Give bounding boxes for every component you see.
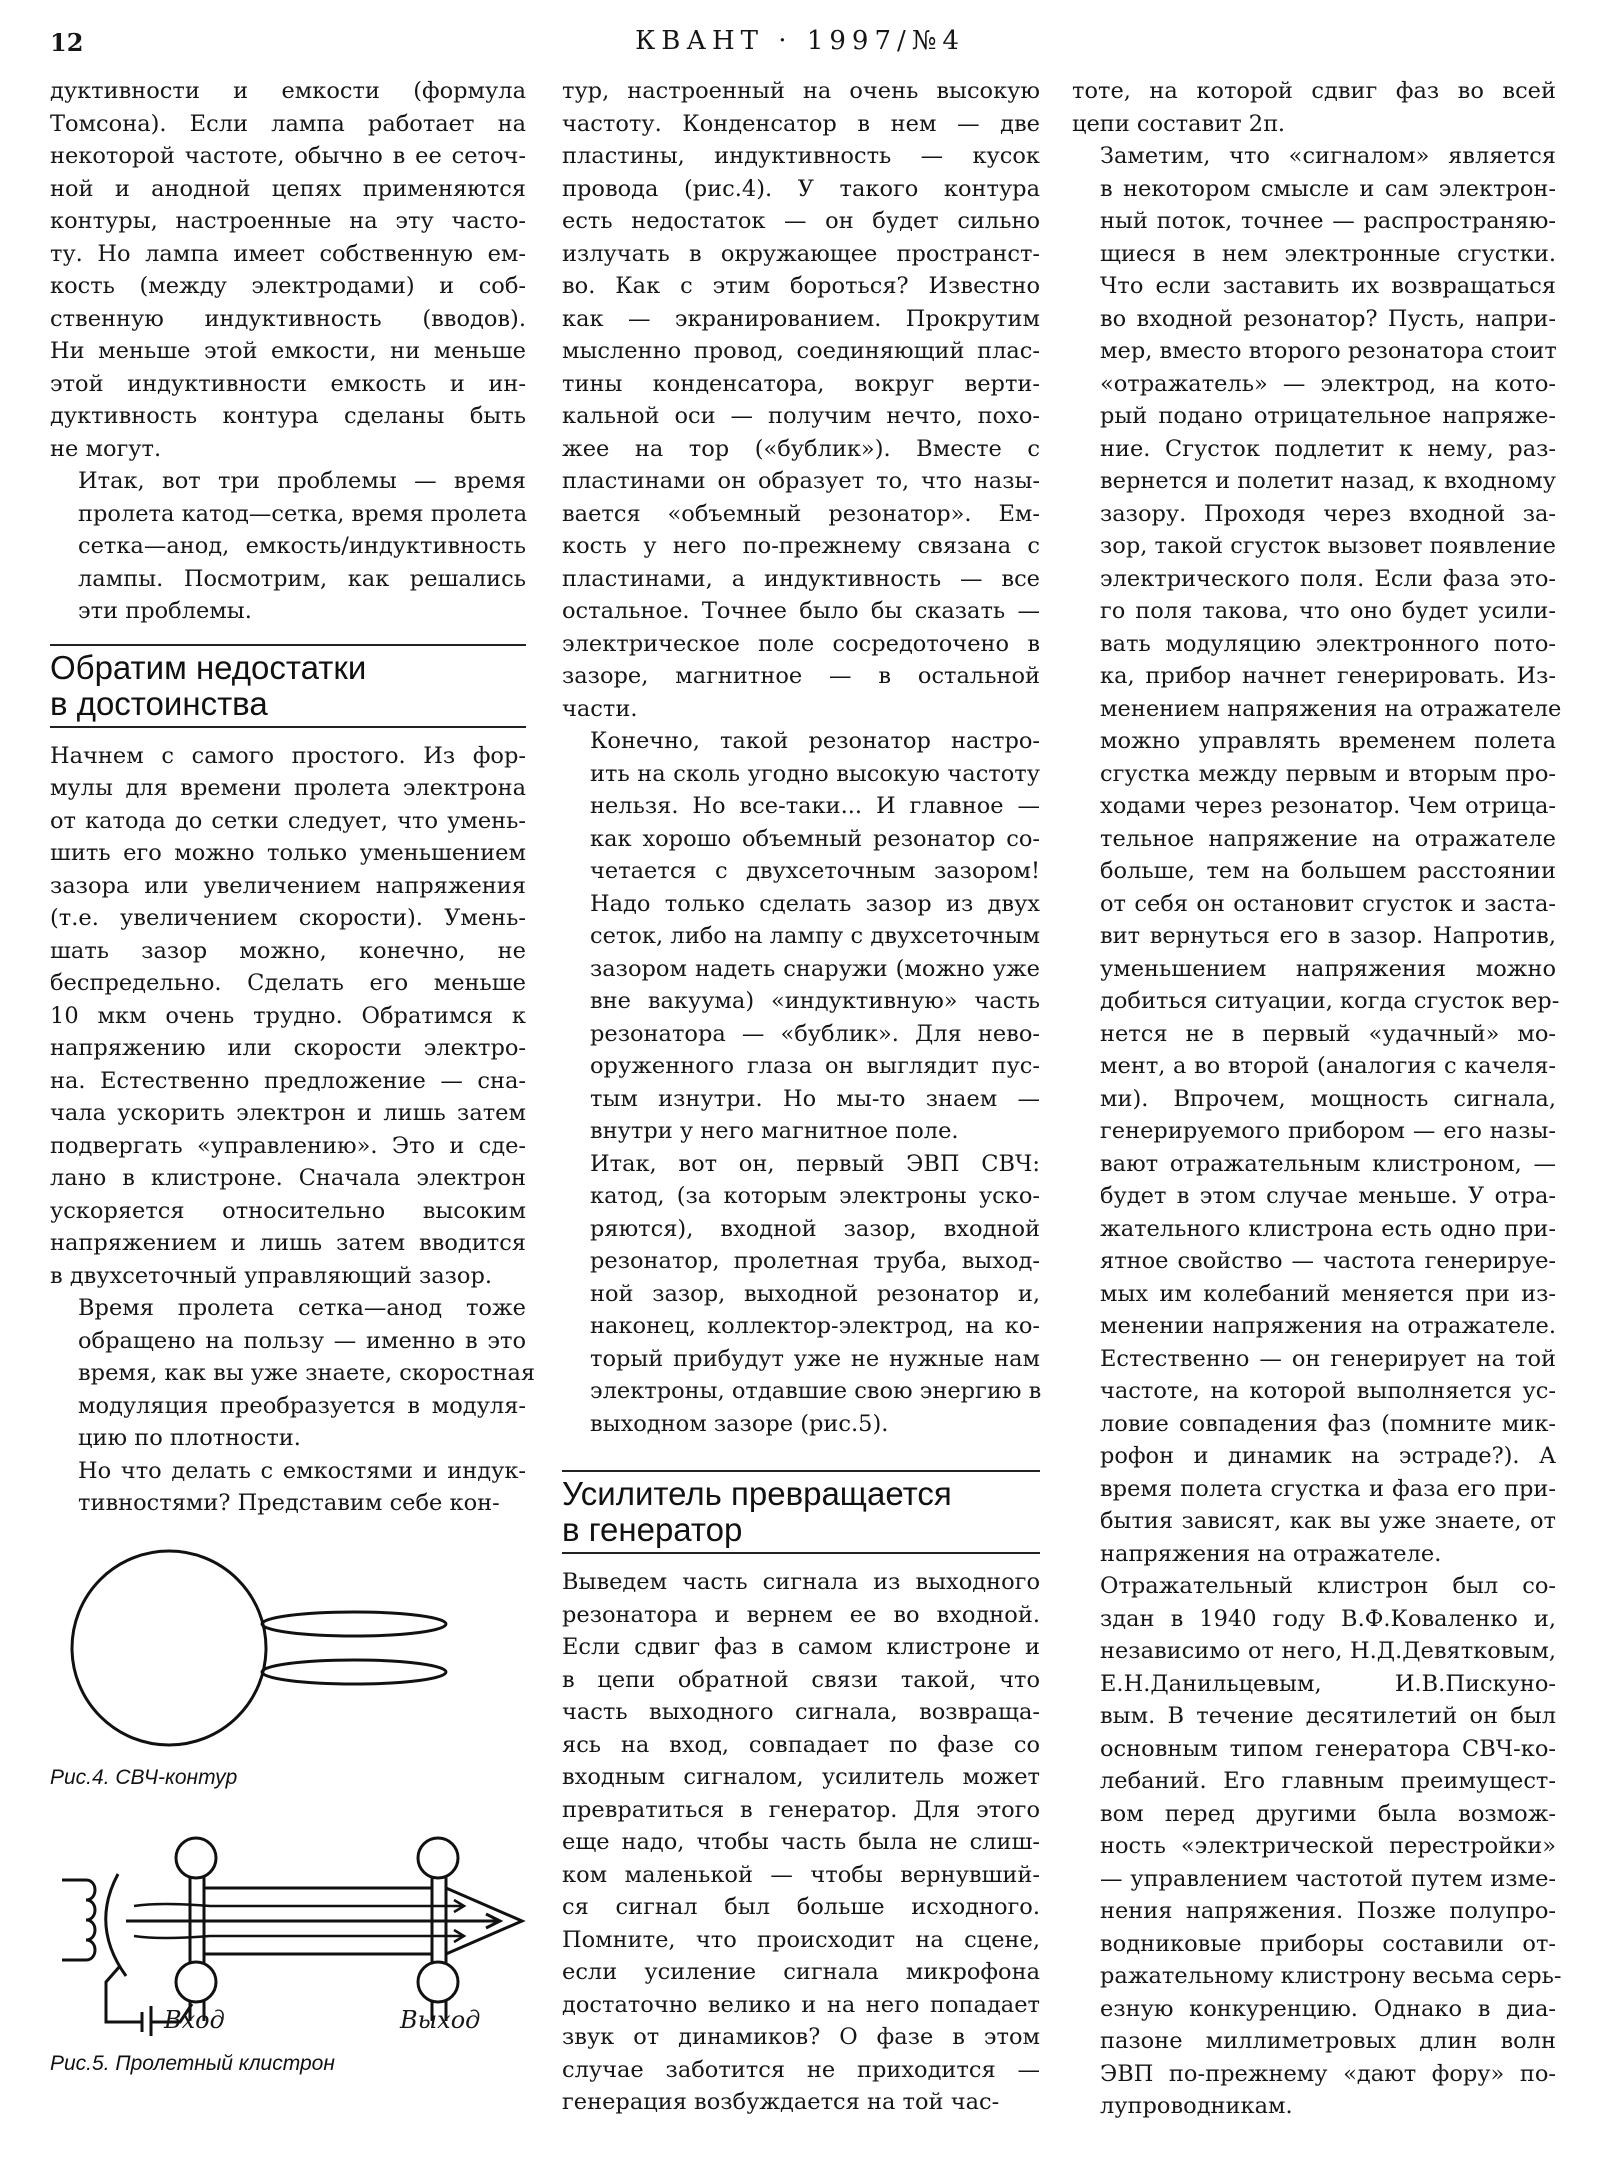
text-line: ной и анодной цепях применяются <box>50 175 526 202</box>
text-line: бытия зависят, как вы уже знаете, от <box>1100 1508 1556 1534</box>
input-label: Вход <box>164 2005 225 2034</box>
text-line: частоту. Конденсатор в нем — две <box>562 110 1040 137</box>
text-line: ный поток, точнее — распространяю- <box>1100 208 1556 234</box>
text-line: вают отражательным клистроном, — <box>1100 1150 1556 1177</box>
text-line: части. <box>562 695 638 722</box>
text-line: электрического поля. Если фаза это- <box>1100 565 1556 592</box>
section-heading <box>562 1470 1040 1554</box>
section-title <box>50 650 526 722</box>
text-line: Томсона). Если лампа работает на <box>50 110 526 137</box>
text-line: Но что делать с емкостями и индук- <box>78 1457 526 1484</box>
text-line: ить на сколь угодно высокую частоту <box>590 760 1040 787</box>
text-line: жее на тор («бублик»). Вместе с <box>562 435 1040 462</box>
text-line: торый прибудут уже не нужные нам <box>590 1345 1040 1372</box>
text-line: пластинами, а индуктивность — все <box>562 565 1040 592</box>
figure-5-caption: Рис.5. Пролетный клистрон <box>50 2051 335 2075</box>
text-line: Заметим, что «сигналом» является <box>1100 143 1556 169</box>
text-line: некоторой частоте, обычно в ее сеточ- <box>50 143 526 169</box>
text-line: зазором надеть снаружи (можно уже <box>590 955 1040 982</box>
text-line: в цепи обратной связи такой, что <box>562 1666 1040 1693</box>
section-title <box>562 1476 1040 1548</box>
text-line: ми). Впрочем, мощность сигнала, <box>1100 1085 1556 1112</box>
text-line: тым изнутри. Но мы-то знаем — <box>590 1085 1040 1112</box>
text-line: Отражательный клистрон был со- <box>1100 1573 1556 1599</box>
text-line: мер, вместо второго резонатора стоит <box>1100 338 1557 364</box>
text-line: во входной резонатор? Пусть, напри- <box>1100 305 1556 332</box>
text-line: в некотором смысле и сам электрон- <box>1100 175 1556 202</box>
paragraph <box>50 1455 526 1520</box>
text-line: беспредельно. Сделать его меньше <box>50 970 526 996</box>
text-line: частоте, на которой выполняется ус- <box>1100 1378 1556 1404</box>
text-line: тоте, на которой сдвиг фаз во всей <box>1072 78 1556 104</box>
text-line: жательного клистрона есть одно при- <box>1100 1215 1556 1242</box>
text-line: цию по плотности. <box>78 1425 301 1451</box>
page-number: 12 <box>50 28 84 57</box>
text-line: Помните, что происходит на сцене, <box>562 1926 1040 1953</box>
text-line: Итак, вот три проблемы — время <box>78 468 526 494</box>
text-line: ком маленькой — чтобы вернувший- <box>562 1861 1040 1888</box>
text-line: во. Как с этим бороться? Известно <box>562 273 1040 299</box>
text-line: будет в этом случае меньше. У отра- <box>1100 1183 1556 1209</box>
text-line: обращено на пользу — именно в это <box>78 1327 526 1354</box>
text-line: ятное свойство — частота генерируе- <box>1100 1248 1556 1274</box>
text-line: рый подано отрицательное напряже- <box>1100 403 1556 429</box>
text-line: Естественно — он генерирует на той <box>1100 1345 1556 1372</box>
text-line: сеток, либо на лампу с двухсеточным <box>590 923 1040 949</box>
text-line: можно управлять временем полета <box>1100 728 1556 754</box>
figure-5 <box>50 1836 526 2076</box>
text-line: на. Естественно предложение — сна- <box>50 1067 526 1094</box>
text-line: лампы. Посмотрим, как решались <box>78 565 526 592</box>
text-line: Если сдвиг фаз в самом клистроне и <box>562 1634 1040 1660</box>
text-line: достаточно велико и на него попадает <box>562 1991 1040 2018</box>
paragraph <box>50 465 526 628</box>
microwave-circuit-diagram <box>50 1546 526 1756</box>
text-line: зазоре, магнитное — в остальной <box>562 663 1040 689</box>
text-line: катод, (за которым электроны уско- <box>590 1183 1040 1209</box>
figure-4 <box>50 1546 526 1796</box>
text-line: вит вернуться его в зазор. Напротив, <box>1100 923 1556 949</box>
text-line: Что если заставить их возвращаться <box>1100 273 1556 299</box>
text-line: напряжения на отражателе. <box>1100 1540 1442 1567</box>
running-header <box>0 26 1600 66</box>
text-line: резонатор, пролетная труба, выход- <box>590 1248 1040 1274</box>
text-line: Надо только сделать зазор из двух <box>590 890 1040 917</box>
text-line: ЭВП по-прежнему «дают фору» по- <box>1100 2060 1556 2087</box>
output-label: Выход <box>400 2005 481 2034</box>
section-heading <box>50 644 526 728</box>
text-line: езную конкуренцию. Однако в диа- <box>1100 1995 1556 2022</box>
text-line: лупроводникам. <box>1100 2093 1293 2119</box>
text-line: независимо от него, Н.Д.Девятковым, <box>1100 1638 1556 1664</box>
section-title-line: Усилитель превращается <box>562 1475 952 1512</box>
column-2 <box>562 75 1040 2119</box>
text-line: напряжением и лишь затем вводится <box>50 1230 526 1256</box>
text-line: часть выходного сигнала, возвраща- <box>562 1699 1040 1725</box>
text-line: еще надо, чтобы часть была не слиш- <box>562 1829 1040 1855</box>
text-line: менением напряжения на отражателе <box>1100 695 1562 722</box>
text-line: вне вакуума) «индуктивную» часть <box>590 988 1040 1014</box>
text-line: входным сигналом, усилитель может <box>562 1764 1040 1790</box>
text-line: добиться ситуации, когда сгусток вер- <box>1100 988 1560 1014</box>
text-line: Выведем часть сигнала из выходного <box>562 1569 1040 1595</box>
text-line: от себя он остановит сгусток и заста- <box>1100 890 1556 917</box>
text-line: контуры, настроенные на эту часто- <box>50 208 526 234</box>
text-line: если усиление сигнала микрофона <box>562 1959 1040 1985</box>
paragraph <box>562 1148 1040 1441</box>
text-line: ражательному клистрону весьма серь- <box>1100 1963 1562 1989</box>
text-line: генерируемого прибором — его назы- <box>1100 1118 1556 1144</box>
text-line: резонатора — «бублик». Для нево- <box>590 1020 1040 1047</box>
paragraph <box>50 75 526 465</box>
column-1 <box>50 75 536 2076</box>
text-line: тур, настроенный на очень высокую <box>562 78 1040 104</box>
text-line: выходном зазоре (рис.5). <box>590 1410 889 1437</box>
text-line: подвергать «управлению». Это и сде- <box>50 1132 526 1159</box>
text-line: есть недостаток — он будет сильно <box>562 208 1040 234</box>
section-title-line: в достоинства <box>50 684 268 722</box>
text-line: «отражатель» — электрод, на кото- <box>1100 370 1556 397</box>
text-line: нения напряжения. Позже полупро- <box>1100 1898 1556 1924</box>
text-line: тельное напряжение на отражателе <box>1100 825 1556 852</box>
text-line: не могут. <box>50 435 162 462</box>
text-line: мент, а во второй (аналогия с качеля- <box>1100 1053 1556 1079</box>
text-line: вом перед другими была возмож- <box>1100 1800 1556 1827</box>
text-line: ной зазор, выходной резонатор и, <box>590 1280 1040 1307</box>
text-line: электроны, отдавшие свою энергию в <box>590 1378 1042 1404</box>
text-line: превратиться в генератор. Для этого <box>562 1796 1040 1823</box>
text-line: цепи составит 2π. <box>1072 110 1286 137</box>
text-line: четается с двухсеточным зазором! <box>590 858 1040 884</box>
text-line: внутри у него магнитное поле. <box>590 1118 959 1144</box>
text-line: мых им колебаний меняется при из- <box>1100 1280 1556 1307</box>
paragraph <box>50 740 526 1293</box>
text-line: ние. Сгусток подлетит к нему, раз- <box>1100 435 1556 462</box>
text-line: резонатора и вернем ее во входной. <box>562 1601 1040 1628</box>
text-line: кальной оси — получим нечто, похо- <box>562 403 1040 429</box>
section-title-line: Обратим недостатки <box>50 648 367 686</box>
text-line: ся сигнал был больше исходного. <box>562 1894 1040 1920</box>
text-line: менении напряжения на отражателе. <box>1100 1313 1556 1339</box>
text-line: зазора или увеличением напряжения <box>50 872 526 899</box>
text-line: остальное. Точнее было бы сказать — <box>562 598 1040 624</box>
text-line: Итак, вот он, первый ЭВП СВЧ: <box>590 1150 1040 1177</box>
text-line: ускоряется относительно высоким <box>50 1197 526 1224</box>
text-line: звук от динамиков? О фазе в этом <box>562 2024 1040 2050</box>
text-line: генерация возбуждается на той час- <box>562 2089 1000 2115</box>
text-line: пазоне миллиметровых длин волн <box>1100 2028 1556 2054</box>
text-line: рофон и динамик на эстраде?). А <box>1100 1443 1556 1469</box>
text-line: вается «объемный резонатор». Ем- <box>562 500 1040 527</box>
text-line: (т.е. увеличением скорости). Умень- <box>50 905 526 931</box>
text-line: Время пролета сетка—анод тоже <box>78 1295 526 1321</box>
text-line: сетка—анод, емкость/индуктивность <box>78 533 526 559</box>
text-line: пролета катод—сетка, время пролета <box>78 500 528 527</box>
text-line: ясь на вход, совпадает по фазе со <box>562 1731 1040 1758</box>
text-line: случае заботится не приходится — <box>562 2056 1040 2083</box>
text-line: зазору. Проходя через входной за- <box>1100 500 1556 527</box>
text-line: в двухсеточный управляющий зазор. <box>50 1262 493 1289</box>
text-line: мулы для времени пролета электрона <box>50 775 526 801</box>
text-line: Е.Н.Данильцевым, И.В.Пискуно- <box>1100 1670 1556 1697</box>
text-line: ность «электрической перестройки» <box>1100 1833 1556 1859</box>
text-line: основным типом генератора СВЧ-ко- <box>1100 1735 1556 1762</box>
text-line: модуляция преобразуется в модуля- <box>78 1392 526 1419</box>
paragraph <box>562 75 1040 725</box>
text-line: шать зазор можно, конечно, не <box>50 937 526 964</box>
text-line: кость у него по-прежнему связана с <box>562 533 1040 559</box>
text-line: Ни меньше этой емкости, ни меньше <box>50 338 526 364</box>
paragraph <box>50 1292 536 1455</box>
text-line: го поля такова, что оно будет усили- <box>1100 598 1556 624</box>
text-line: Начнем с самого простого. Из фор- <box>50 742 526 769</box>
text-line: этой индуктивности емкость и ин- <box>50 370 526 397</box>
journal-title: КВАНТ · 1997/№4 <box>635 26 965 56</box>
column-3 <box>1072 75 1562 2123</box>
text-line: сгустка между первым и вторым про- <box>1100 760 1556 787</box>
text-line: от катода до сетки следует, что умень- <box>50 807 526 834</box>
text-line: время, как вы уже знаете, скоростная <box>78 1360 536 1386</box>
text-line: ряются), входной зазор, входной <box>590 1215 1040 1242</box>
figure-4-caption: Рис.4. СВЧ-контур <box>50 1765 238 1789</box>
text-line: электрическое поле сосредоточено в <box>562 630 1040 657</box>
text-line: напряжению или скорости электро- <box>50 1035 526 1061</box>
text-line: провода (рис.4). У такого контура <box>562 175 1040 202</box>
text-line: Конечно, такой резонатор настро- <box>590 728 1040 754</box>
text-line: 10 мкм очень трудно. Обратимся к <box>50 1002 526 1029</box>
paragraph <box>1072 1570 1562 2123</box>
text-line: пластины, индуктивность — кусок <box>562 143 1040 169</box>
text-line: дуктивности и емкости (формула <box>50 78 526 104</box>
text-line: кость (между электродами) и соб- <box>50 273 526 299</box>
text-line: мысленно провод, соединяющий плас- <box>562 338 1040 364</box>
text-line: дуктивность контура сделаны быть <box>50 403 526 429</box>
section-title-line: в генератор <box>562 1511 743 1548</box>
text-line: водниковые приборы составили от- <box>1100 1930 1556 1957</box>
text-line: эти проблемы. <box>78 598 252 624</box>
text-line: уменьшением напряжения можно <box>1100 955 1556 982</box>
text-line: лебаний. Его главным преимущест- <box>1100 1768 1556 1794</box>
text-line: вать модуляцию электронного пото- <box>1100 630 1556 657</box>
text-line: наконец, коллектор-электрод, на ко- <box>590 1313 1040 1339</box>
text-line: лано в клистроне. Сначала электрон <box>50 1165 526 1191</box>
text-line: нется не в первый «удачный» мо- <box>1100 1020 1556 1047</box>
text-line: вернется и полетит назад, к входному <box>1100 468 1556 494</box>
text-line: пластинами он образует то, что назы- <box>562 468 1040 494</box>
text-line: как — экранированием. Прокрутим <box>562 305 1040 332</box>
text-line: больше, тем на большем расстоянии <box>1100 858 1556 884</box>
text-line: — управлением частотой путем изме- <box>1100 1865 1556 1892</box>
text-line: тивностями? Представим себе кон- <box>78 1490 500 1516</box>
text-line: как хорошо объемный резонатор со- <box>590 825 1040 852</box>
text-line: шить его можно только уменьшением <box>50 840 526 866</box>
text-line: ственную индуктивность (вводов). <box>50 305 526 332</box>
text-line: зор, такой сгусток вызовет появление <box>1100 533 1556 559</box>
text-line: вым. В течение десятилетий он был <box>1100 1703 1556 1729</box>
text-line: излучать в окружающее пространст- <box>562 240 1040 267</box>
text-line: ка, прибор начнет генерировать. Из- <box>1100 663 1556 689</box>
text-line: оруженного глаза он выглядит пус- <box>590 1053 1040 1079</box>
paragraph <box>1072 140 1562 1570</box>
text-line: ловие совпадения фаз (помните мик- <box>1100 1410 1556 1437</box>
text-line: нельзя. Но все-таки... И главное — <box>590 793 1040 819</box>
text-line: ту. Но лампа имеет собственную ем- <box>50 240 526 267</box>
text-line: здан в 1940 году В.Ф.Коваленко и, <box>1100 1605 1556 1632</box>
text-line: время полета сгустка и фаза его при- <box>1100 1475 1556 1502</box>
text-line: чала ускорить электрон и лишь затем <box>50 1100 526 1126</box>
paragraph <box>1072 75 1556 140</box>
text-line: щиеся в нем электронные сгустки. <box>1100 240 1556 267</box>
paragraph <box>562 725 1040 1148</box>
text-line: тины конденсатора, вокруг верти- <box>562 370 1040 397</box>
text-line: ходами через резонатор. Чем отрица- <box>1100 793 1556 819</box>
paragraph <box>562 1566 1040 2119</box>
